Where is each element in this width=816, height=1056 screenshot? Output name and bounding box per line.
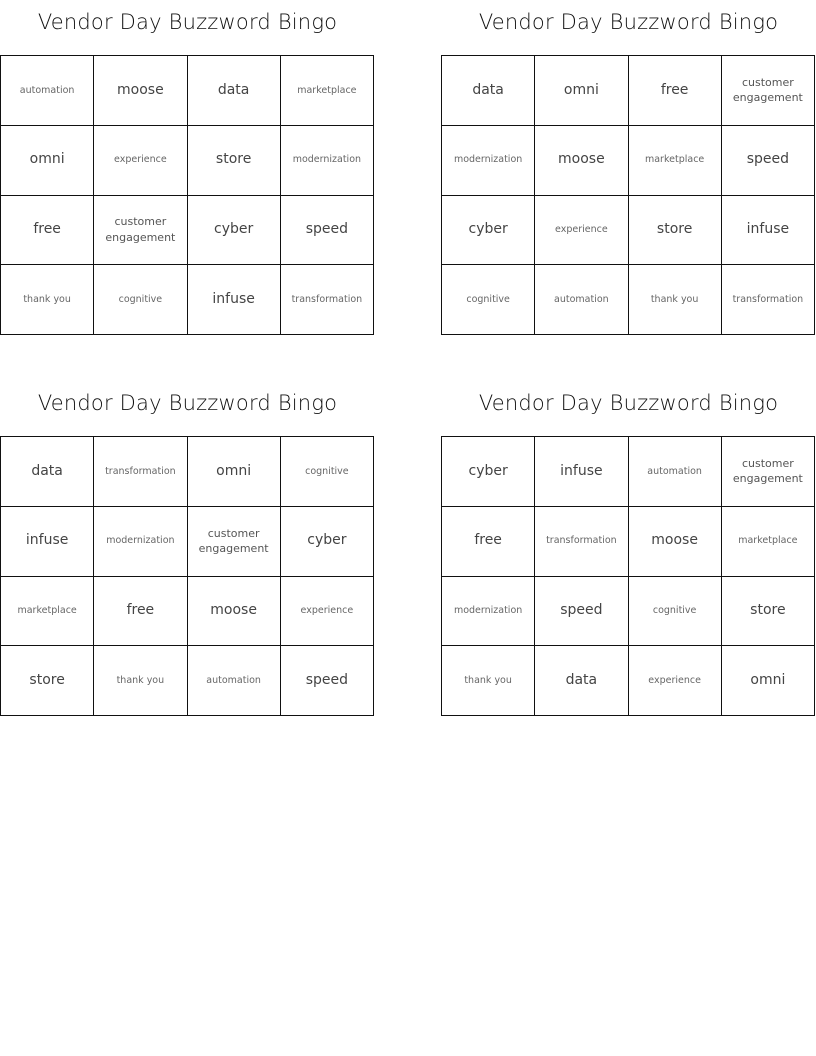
bingo-cell: transformation [722,265,815,335]
bingo-cell: cognitive [442,265,535,335]
bingo-cell: cognitive [629,577,722,647]
bingo-cell: omni [722,646,815,716]
bingo-cell: store [722,577,815,647]
bingo-cell: thank you [94,646,187,716]
bingo-cell: store [188,126,281,196]
bingo-cell: omni [535,56,628,126]
bingo-cell: speed [722,126,815,196]
bingo-cell: data [188,56,281,126]
bingo-cell: modernization [281,126,374,196]
bingo-cell: automation [188,646,281,716]
bingo-cell: data [535,646,628,716]
bingo-cell: thank you [629,265,722,335]
bingo-cell: omni [188,437,281,507]
bingo-cell: speed [281,196,374,266]
bingo-grid [441,436,815,716]
bingo-cell: customer engagement [94,196,187,266]
bingo-cell: transformation [94,437,187,507]
bingo-cell: customer engagement [722,56,815,126]
bingo-cell: cyber [442,437,535,507]
bingo-cell: marketplace [722,507,815,577]
bingo-cell: cognitive [94,265,187,335]
bingo-cell: infuse [1,507,94,577]
bingo-cell: transformation [281,265,374,335]
bingo-cell: store [629,196,722,266]
bingo-cell: experience [629,646,722,716]
bingo-cell: cyber [281,507,374,577]
bingo-cell: infuse [535,437,628,507]
bingo-cell: customer engagement [188,507,281,577]
bingo-cell: modernization [94,507,187,577]
bingo-cell: cyber [442,196,535,266]
bingo-cell: moose [94,56,187,126]
bingo-cell: speed [281,646,374,716]
bingo-cell: thank you [1,265,94,335]
bingo-cell: infuse [188,265,281,335]
bingo-cell: automation [629,437,722,507]
bingo-cell: marketplace [629,126,722,196]
bingo-cell: omni [1,126,94,196]
bingo-cell: data [442,56,535,126]
bingo-cell: speed [535,577,628,647]
card-title: Vendor Day Buzzword Bingo [478,391,779,415]
bingo-cell: free [1,196,94,266]
bingo-cell: marketplace [1,577,94,647]
card-title: Vendor Day Buzzword Bingo [478,10,779,34]
bingo-cell: modernization [442,126,535,196]
bingo-grid [0,436,374,716]
bingo-grid [441,55,815,335]
bingo-cell: store [1,646,94,716]
bingo-cell: automation [535,265,628,335]
bingo-cell: moose [188,577,281,647]
bingo-cell: cognitive [281,437,374,507]
bingo-cell: modernization [442,577,535,647]
bingo-cell: moose [535,126,628,196]
bingo-cell: free [629,56,722,126]
bingo-cell: free [94,577,187,647]
bingo-cell: free [442,507,535,577]
bingo-cell: marketplace [281,56,374,126]
bingo-cell: experience [94,126,187,196]
card-title: Vendor Day Buzzword Bingo [37,391,338,415]
bingo-cell: experience [535,196,628,266]
bingo-cell: experience [281,577,374,647]
bingo-cell: data [1,437,94,507]
bingo-grid [0,55,374,335]
bingo-cell: thank you [442,646,535,716]
bingo-cell: transformation [535,507,628,577]
card-title: Vendor Day Buzzword Bingo [37,10,338,34]
bingo-cell: automation [1,56,94,126]
bingo-cell: moose [629,507,722,577]
bingo-cell: customer engagement [722,437,815,507]
bingo-cell: infuse [722,196,815,266]
bingo-cell: cyber [188,196,281,266]
